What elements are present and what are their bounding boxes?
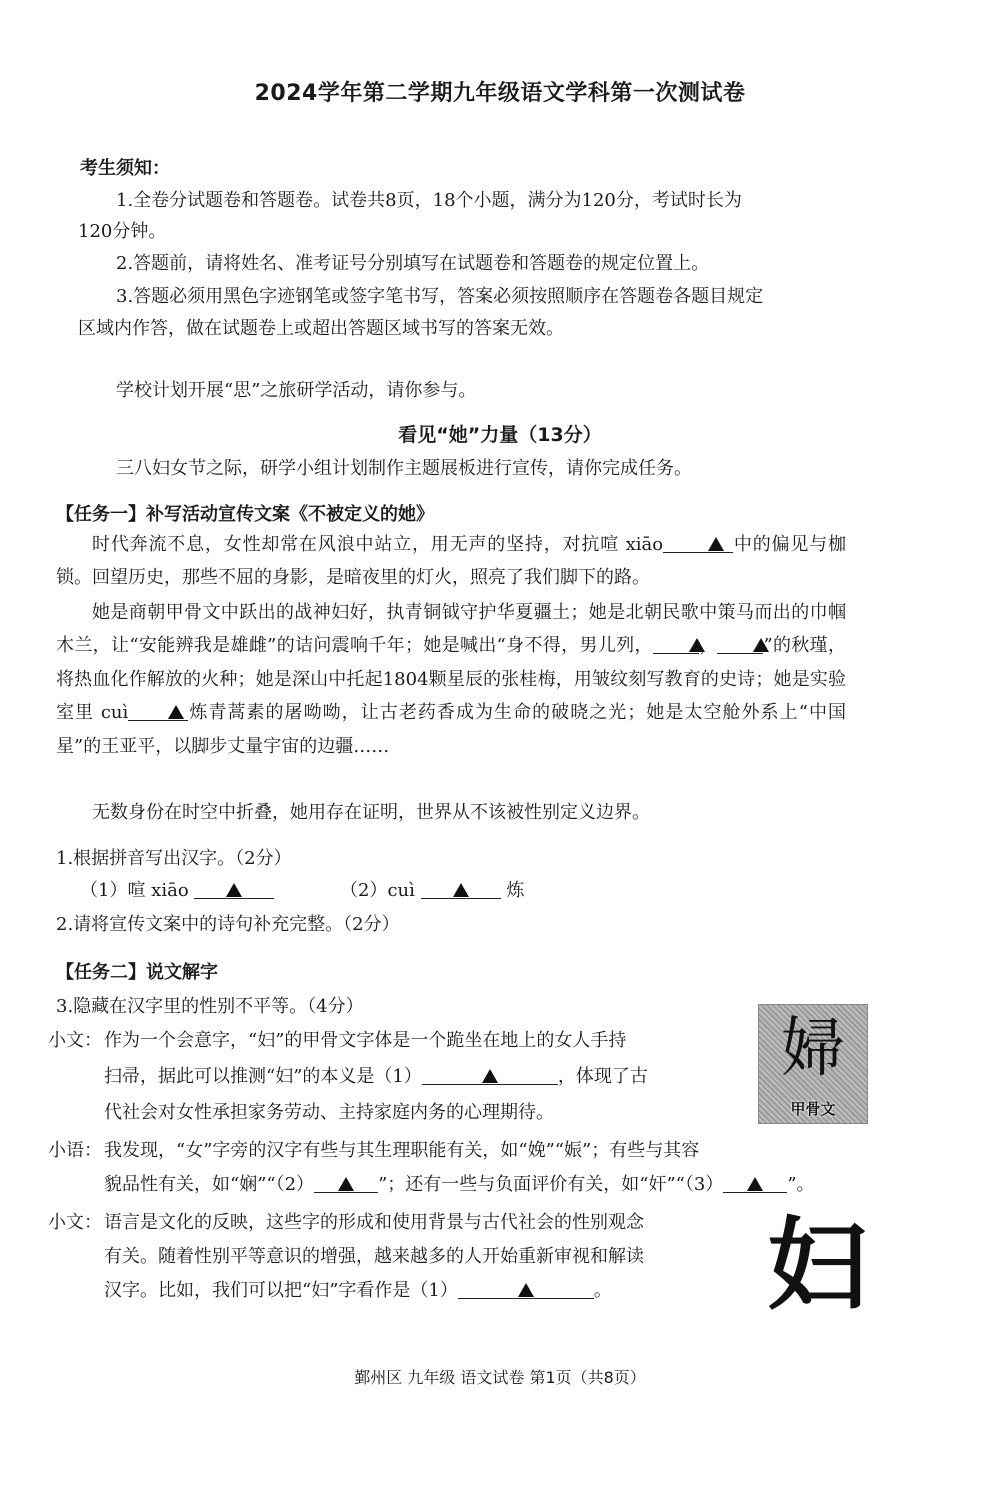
passage-text: 中的偏见与枷锁。回望历史，那些不屈的身影，是暗夜里的灯火，照亮了我们脚下的路。 — [56, 534, 846, 589]
task2-heading: 【任务二】说文解字 — [56, 962, 218, 983]
notice-item-1: 1.全卷分试题卷和答题卷。试卷共8页，18个小题，满分为120分，考试时长为 — [116, 190, 742, 211]
oracle-bone-image — [758, 1004, 868, 1124]
dialog-speaker-wen: 小文： — [48, 1030, 102, 1051]
oracle-caption: 甲骨文 — [790, 1100, 836, 1118]
passage-text: 炼青蒿素的屠呦呦，让古老药香成为生命的破晓之光；她是太空舱外系上“中国星”的王亚平，以脚步丈量宇宙的边疆…… — [56, 702, 847, 757]
section-desc: 三八妇女节之际，研学小组计划制作主题展板进行宣传，请你完成任务。 — [116, 458, 692, 479]
passage-text: ”的秋瑾，将热血化作解放的火种；她是深山中托起1804颗星辰的张桂梅，用皱纹刻写教育的史诗；她是实验室里 cuì — [56, 635, 847, 724]
triangle-icon — [453, 883, 469, 897]
exam-title: 2024学年第二学期九年级语文学科第一次测试卷 — [254, 81, 746, 106]
triangle-icon — [518, 1283, 534, 1297]
task1-heading: 【任务一】补写活动宣传文案《不被定义的她》 — [56, 504, 434, 525]
triangle-icon — [338, 1177, 354, 1191]
dialog-line: 我发现，“女”字旁的汉字有些与其生理职能有关，如“娩”“娠”；有些与其容 — [104, 1140, 700, 1161]
notice-item-2: 2.答题前，请将姓名、准考证号分别填写在试题卷和答题卷的规定位置上。 — [116, 253, 710, 274]
notice-item-3-cont: 区域内作答，做在试题卷上或超出答题区域书写的答案无效。 — [78, 318, 564, 339]
question-1-part-1 — [80, 874, 274, 908]
dialog-text: ”；还有一些与负面评价有关，如“奸”“（3） — [378, 1174, 724, 1195]
answer-blank[interactable] — [422, 1060, 558, 1085]
question-2: 2.请将宣传文案中的诗句补充完整。（2分） — [56, 914, 400, 935]
page-footer: 鄞州区 九年级 语文试卷 第1页（共8页） — [354, 1368, 646, 1387]
question-1: 1.根据拼音写出汉字。（2分） — [56, 848, 292, 869]
dialog-text: 。 — [593, 1280, 612, 1301]
answer-blank[interactable] — [723, 1168, 787, 1193]
passage-paragraph-3: 无数身份在时空中折叠，她用存在证明，世界从不该被性别定义边界。 — [92, 802, 650, 823]
dialog-line: 有关。随着性别平等意识的增强，越来越多的人开始重新审视和解读 — [104, 1246, 644, 1267]
dialog-line: 作为一个会意字，“妇”的甲骨文字体是一个跪坐在地上的女人手持 — [104, 1030, 627, 1051]
oracle-glyph: 婦 — [781, 1012, 845, 1086]
dialog-line: 代社会对女性承担家务劳动、主持家庭内务的心理期待。 — [104, 1102, 554, 1123]
intro-text: 学校计划开展“思”之旅研学活动，请你参与。 — [116, 380, 477, 401]
question-3: 3.隐藏在汉字里的性别不平等。（4分） — [56, 996, 364, 1017]
notice-item-1-cont: 120分钟。 — [78, 221, 167, 242]
dialog-line: 语言是文化的反映，这些字的形成和使用背景与古代社会的性别观念 — [104, 1212, 644, 1233]
passage-paragraph-1 — [56, 528, 846, 595]
passage-text: 时代奔流不息，女性却常在风浪中站立，用无声的坚持，对抗喧 xiāo — [92, 534, 664, 555]
dialog-text: 貌品性有关，如“娴”“（2） — [104, 1174, 315, 1195]
dialog-line — [104, 1060, 648, 1094]
triangle-icon — [747, 1177, 763, 1191]
triangle-icon — [708, 537, 724, 551]
triangle-icon — [226, 883, 242, 897]
answer-blank[interactable] — [458, 1274, 594, 1299]
answer-blank[interactable] — [314, 1168, 378, 1193]
dialog-line — [104, 1168, 815, 1202]
passage-text: 她是商朝甲骨文中跃出的战神妇好，执青铜钺守护华夏疆土；她是北朝民歌中策马而出的巾帼木兰，让“安能辨我是雄雌”的诘问震响千年；她是喊出“身不得，男儿列， — [56, 602, 846, 657]
section-title: 看见“她”力量（13分） — [398, 424, 602, 446]
notice-item-3: 3.答题必须用黑色字迹钢笔或签字笔书写，答案必须按照顺序在答题卷各题目规定 — [116, 286, 764, 307]
triangle-icon — [168, 705, 184, 719]
dialog-speaker-wen: 小文： — [48, 1212, 102, 1233]
dialog-text: ，体现了古 — [557, 1066, 648, 1087]
dialog-text: ”。 — [787, 1174, 815, 1195]
question-label: （1）喧 xiāo — [80, 880, 189, 901]
answer-blank[interactable] — [653, 629, 699, 654]
answer-blank[interactable] — [663, 528, 733, 553]
notice-heading: 考生须知： — [80, 158, 170, 179]
dialog-speaker-yu: 小语： — [48, 1140, 102, 1161]
answer-blank[interactable] — [128, 696, 188, 721]
dialog-line — [104, 1274, 612, 1308]
answer-blank[interactable] — [717, 629, 763, 654]
modern-glyph-image: 妇 — [767, 1207, 867, 1324]
triangle-icon — [689, 638, 705, 652]
question-suffix: 炼 — [506, 880, 525, 901]
passage-paragraph-2: 她是商朝甲骨文中跃出的战神妇好，执青铜钺守护华夏疆土；她是北朝民歌中策马而出的巾帼木兰，让“安能辨我是雄雌”的诘问震响千年；她是喊出“身不得，男儿列， ， ”的秋瑾，将热血化作解放的火种；她是深山中托起1804颗星辰的张桂梅，用皱纹刻写教育的史诗；她是实验室里 cuì 炼青蒿素的屠呦呦，让古老药香成为生命的破晓之光；她是太空舱外系上“中国星”的王亚平，以脚步丈量宇宙的边疆…… — [56, 602, 847, 757]
triangle-icon — [482, 1069, 498, 1083]
answer-blank[interactable] — [421, 874, 501, 899]
answer-blank[interactable] — [194, 874, 274, 899]
question-1-part-2 — [340, 874, 524, 908]
dialog-text: 汉字。比如，我们可以把“妇”字看作是（1） — [104, 1280, 458, 1301]
dialog-text: 扫帚，据此可以推测“妇”的本义是（1） — [104, 1066, 422, 1087]
triangle-icon — [753, 638, 769, 652]
question-label: （2）cuì — [340, 880, 415, 901]
